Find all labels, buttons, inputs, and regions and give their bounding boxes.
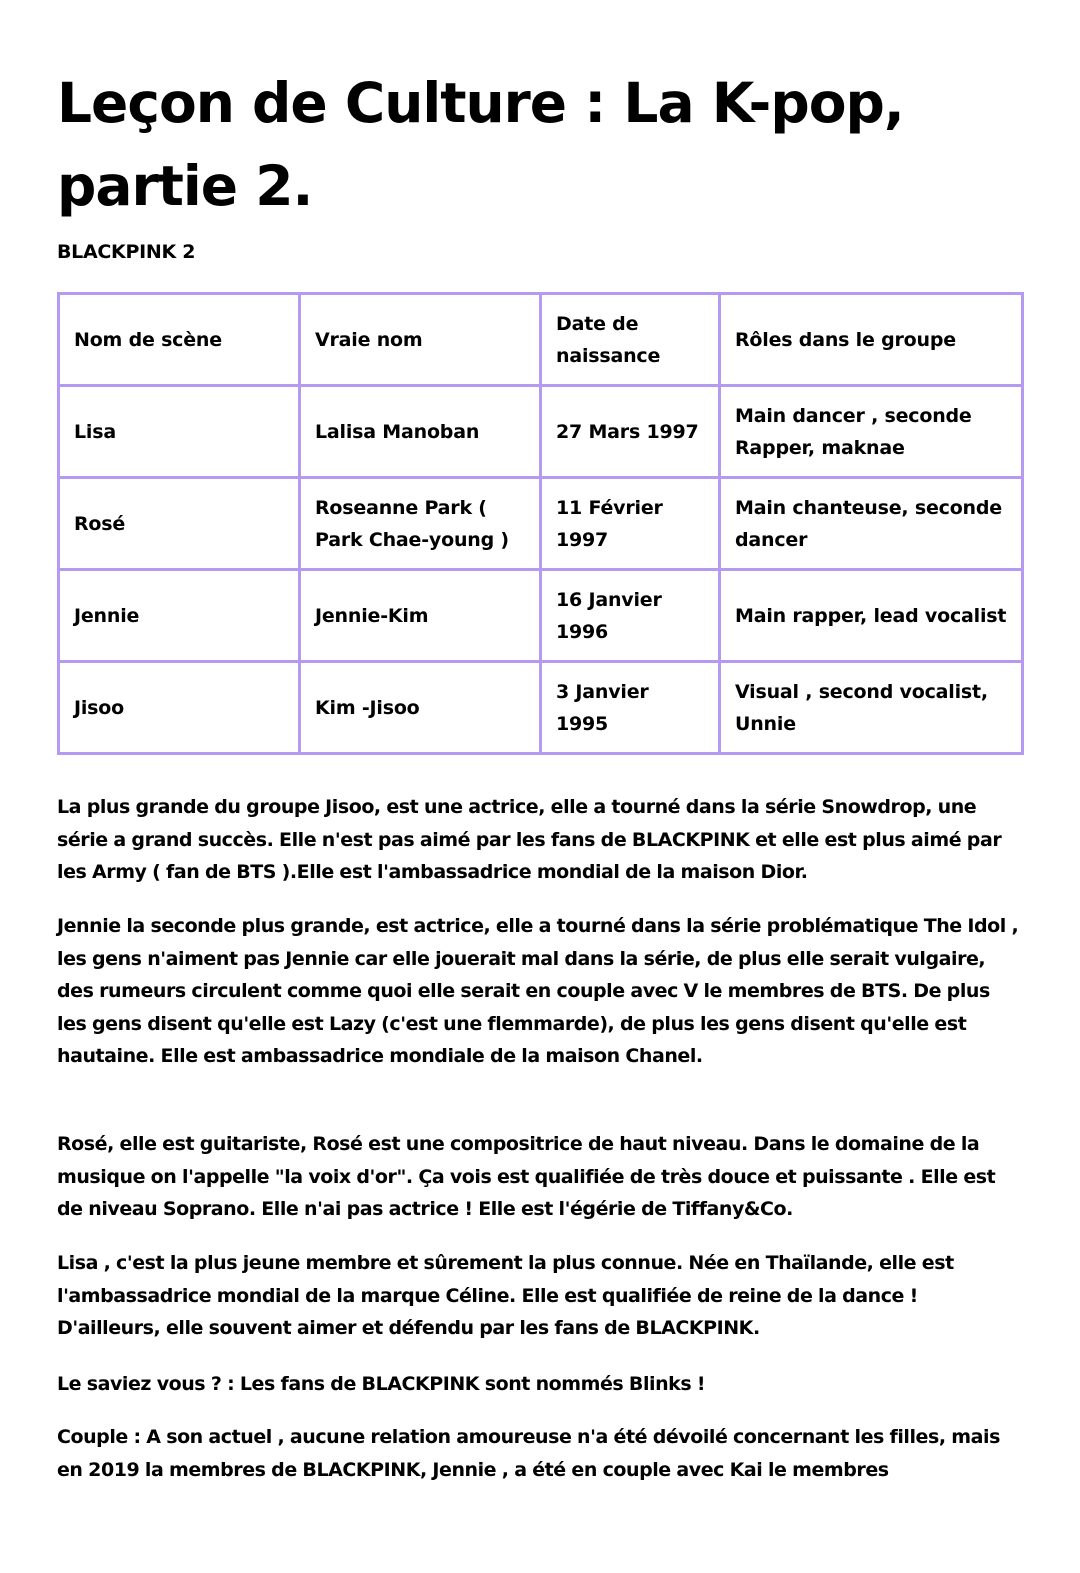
paragraph-lisa: Lisa , c'est la plus jeune membre et sûrement la plus connue. Née en Thaïlande, elle est l'ambassadrice mondial de la marque Céline. Elle est qualifiée de reine de la dance ! D'ailleurs, elle souvent aimer et défendu par les fans de BLACKPINK. (57, 1252, 954, 1339)
paragraph-couple: Couple : A son actuel , aucune relation amoureuse n'a été dévoilé concernant les filles, mais en 2019 la membres de BLACKPINK, Jennie , a été en couple avec Kai le membres (57, 1426, 1000, 1481)
cell-stage-name: Rosé (59, 478, 300, 570)
table-header-row (59, 294, 1023, 386)
cell-birth-date: 3 Janvier 1995 (541, 662, 720, 754)
cell-real-name: Lalisa Manoban (300, 386, 541, 478)
header-stage-name: Nom de scène (59, 294, 300, 386)
cell-stage-name: Jennie (59, 570, 300, 662)
cell-roles: Main chanteuse, seconde dancer (720, 478, 1023, 570)
paragraph-jennie: Jennie la seconde plus grande, est actrice, elle a tourné dans la série problématique The Idol , les gens n'aiment pas Jennie car elle jouerait mal dans la série, de plus elle serait vulgaire, des rumeurs circulent comme quoi elle serait en couple avec V le membres de BTS. De plus les gens disent qu'elle est Lazy (c'est une flemmarde), de plus les gens disent qu'elle est hautaine. Elle est ambassadrice mondiale de la maison Chanel. (57, 915, 1019, 1067)
table-row (59, 662, 1023, 754)
cell-real-name: Roseanne Park ( Park Chae-young ) (300, 478, 541, 570)
paragraph-jisoo: La plus grande du groupe Jisoo, est une actrice, elle a tourné dans la série Snowdrop, une série a grand succès. Elle n'est pas aimé par les fans de BLACKPINK et elle est plus aimé par les Army ( fan de BTS ).Elle est l'ambassadrice mondial de la maison Dior. (57, 796, 1002, 883)
members-table (57, 292, 1024, 755)
cell-real-name: Kim -Jisoo (300, 662, 541, 754)
cell-birth-date: 27 Mars 1997 (541, 386, 720, 478)
page-title: Leçon de Culture : La K-pop, partie 2. (57, 71, 904, 218)
cell-roles: Visual , second vocalist, Unnie (720, 662, 1023, 754)
table-row (59, 570, 1023, 662)
cell-birth-date: 16 Janvier 1996 (541, 570, 720, 662)
table-row (59, 386, 1023, 478)
paragraph-fun-fact: Le saviez vous ? : Les fans de BLACKPINK sont nommés Blinks ! (57, 1373, 706, 1395)
header-real-name: Vraie nom (300, 294, 541, 386)
header-birth-date: Date de naissance (541, 294, 720, 386)
table-row (59, 478, 1023, 570)
cell-stage-name: Jisoo (59, 662, 300, 754)
cell-birth-date: 11 Février 1997 (541, 478, 720, 570)
cell-stage-name: Lisa (59, 386, 300, 478)
paragraph-rose: Rosé, elle est guitariste, Rosé est une compositrice de haut niveau. Dans le domaine de la musique on l'appelle "la voix d'or". Ça vois est qualifiée de très douce et puissante . Elle est de niveau Soprano. Elle n'ai pas actrice ! Elle est l'égérie de Tiffany&Co. (57, 1133, 996, 1220)
header-roles: Rôles dans le groupe (720, 294, 1023, 386)
cell-roles: Main dancer , seconde Rapper, maknae (720, 386, 1023, 478)
section-subtitle: BLACKPINK 2 (57, 241, 196, 263)
cell-roles: Main rapper, lead vocalist (720, 570, 1023, 662)
cell-real-name: Jennie-Kim (300, 570, 541, 662)
